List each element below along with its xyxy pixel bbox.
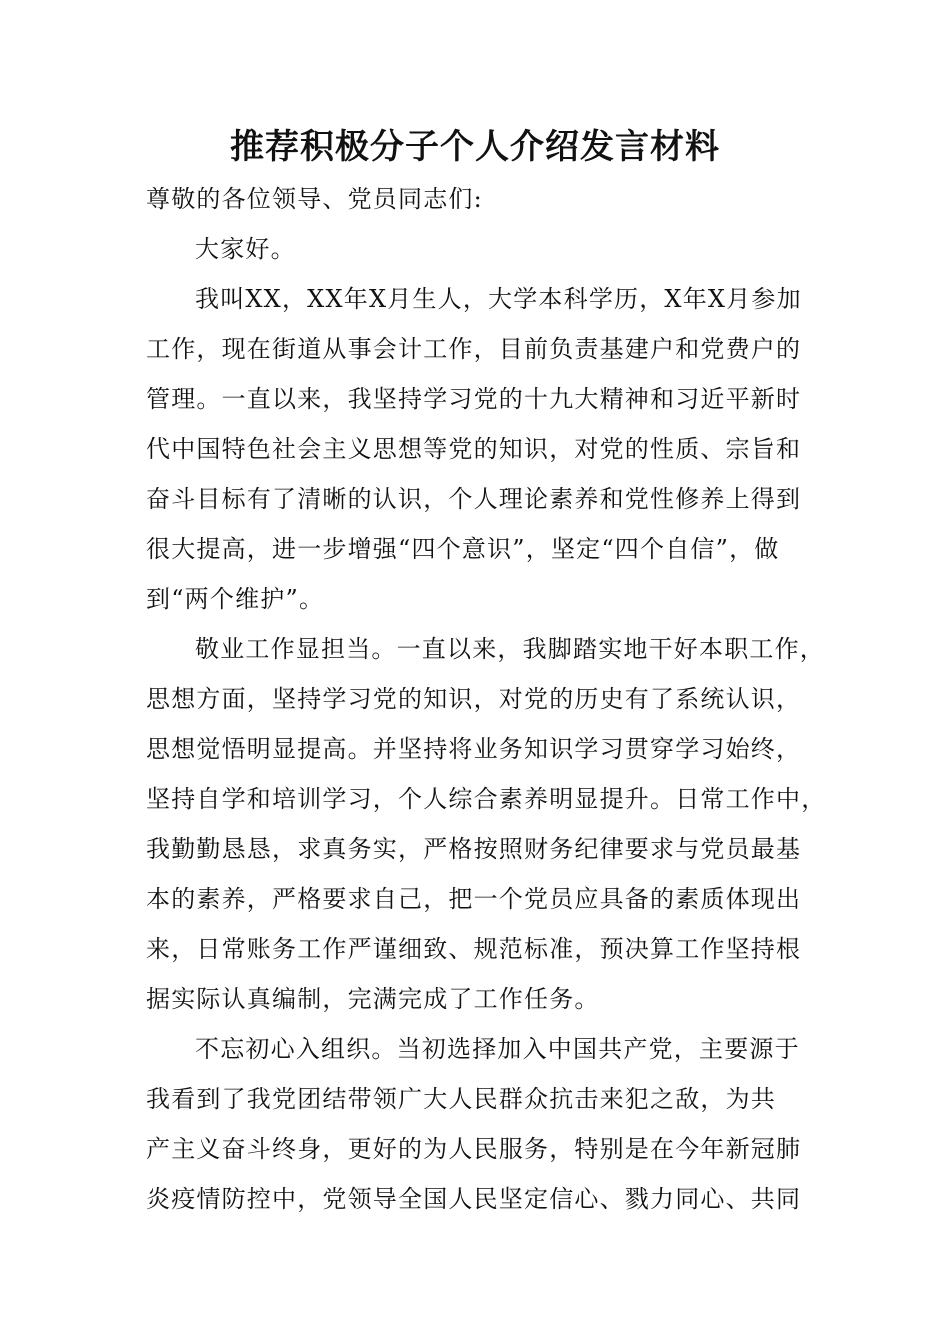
paragraph-line: 来，日常账务工作严谨细致、规范标准，预决算工作坚持根	[146, 935, 802, 963]
paragraph-line: 坚持自学和培训学习，个人综合素养明显提升。日常工作中，	[146, 785, 827, 813]
paragraph-line: 本的素养，严格要求自己，把一个党员应具备的素质体现出	[146, 885, 802, 913]
paragraph-line	[195, 1033, 800, 1065]
paragraph-text: 一直以来，我脚踏实地干好本职工作，	[396, 635, 826, 663]
section-heading: 敬业工作显担当。	[195, 635, 397, 663]
paragraph-line: 管理。一直以来，我坚持学习党的十九大精神和习近平新时	[146, 385, 802, 413]
paragraph-line: 我勤勤恳恳，求真务实，严格按照财务纪律要求与党员最基	[146, 835, 802, 863]
paragraph-text: 当初选择加入中国共产党，主要源于	[396, 1035, 800, 1063]
paragraph-line: 很大提高，进一步增强“四个意识”，坚定“四个自信”，做	[146, 535, 780, 563]
paragraph-line: 到“两个维护”。	[146, 585, 325, 613]
section-heading: 不忘初心入组织。	[195, 1035, 397, 1063]
paragraph-line: 代中国特色社会主义思想等党的知识，对党的性质、宗旨和	[146, 435, 802, 463]
paragraph-line	[195, 633, 825, 665]
document-title: 推荐积极分子个人介绍发言材料	[230, 127, 720, 167]
paragraph-line: 据实际认真编制，完满完成了工作任务。	[146, 985, 600, 1013]
paragraph-line: 炎疫情防控中，党领导全国人民坚定信心、戮力同心、共同	[146, 1185, 802, 1213]
paragraph-line: 我看到了我党团结带领广大人民群众抗击来犯之敌，为共	[146, 1085, 776, 1113]
salutation: 尊敬的各位领导、党员同志们:	[146, 185, 483, 213]
paragraph-line: 产主义奋斗终身，更好的为人民服务，特别是在今年新冠肺	[146, 1135, 802, 1163]
paragraph-line: 我叫XX，XX年X月生人，大学本科学历，X年X月参加	[195, 285, 802, 313]
greeting: 大家好。	[195, 235, 296, 263]
paragraph-line: 思想方面，坚持学习党的知识，对党的历史有了系统认识，	[146, 685, 802, 713]
paragraph-line: 工作，现在街道从事会计工作，目前负责基建户和党费户的	[146, 335, 802, 363]
paragraph-line: 思想觉悟明显提高。并坚持将业务知识学习贯穿学习始终，	[146, 735, 802, 763]
paragraph-line: 奋斗目标有了清晰的认识，个人理论素养和党性修养上得到	[146, 485, 802, 513]
